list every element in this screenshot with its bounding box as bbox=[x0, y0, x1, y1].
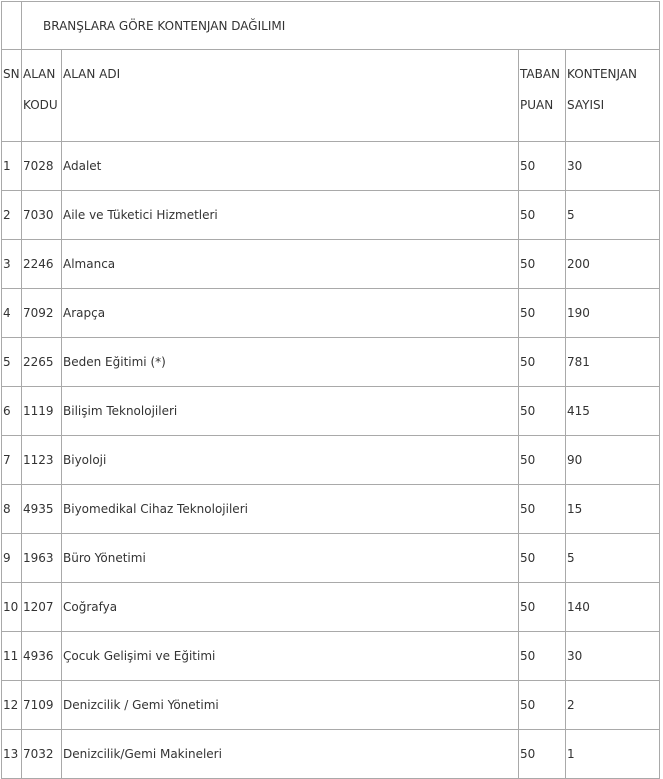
alan-adi-cell: Arapça bbox=[62, 289, 519, 338]
sn-cell: 7 bbox=[2, 436, 22, 485]
taban-puan-cell: 50 bbox=[519, 289, 566, 338]
table-title: BRANŞLARA GÖRE KONTENJAN DAĞILIMI bbox=[22, 2, 660, 50]
alan-kodu-cell: 7028 bbox=[22, 142, 62, 191]
header-kontenjan-line2: SAYISI bbox=[567, 98, 605, 112]
alan-adi-cell: Bilişim Teknolojileri bbox=[62, 387, 519, 436]
alan-kodu-cell: 1963 bbox=[22, 534, 62, 583]
taban-puan-cell: 50 bbox=[519, 142, 566, 191]
header-taban-puan bbox=[519, 50, 566, 142]
alan-kodu-cell: 2246 bbox=[22, 240, 62, 289]
alan-kodu-cell: 7092 bbox=[22, 289, 62, 338]
taban-puan-cell: 50 bbox=[519, 534, 566, 583]
table-row bbox=[2, 436, 660, 485]
alan-adi-cell: Biyomedikal Cihaz Teknolojileri bbox=[62, 485, 519, 534]
taban-puan-cell: 50 bbox=[519, 240, 566, 289]
alan-kodu-cell: 4936 bbox=[22, 632, 62, 681]
header-taban-puan-line1: TABAN bbox=[520, 67, 561, 81]
taban-puan-cell: 50 bbox=[519, 583, 566, 632]
kontenjan-cell: 90 bbox=[566, 436, 660, 485]
sn-cell: 12 bbox=[2, 681, 22, 730]
alan-kodu-cell: 7030 bbox=[22, 191, 62, 240]
header-alan-kodu-line2: KODU bbox=[23, 98, 58, 112]
kontenjan-cell: 1 bbox=[566, 730, 660, 779]
table-row bbox=[2, 142, 660, 191]
sn-cell: 9 bbox=[2, 534, 22, 583]
sn-cell: 4 bbox=[2, 289, 22, 338]
alan-adi-cell: Denizcilik/Gemi Makineleri bbox=[62, 730, 519, 779]
taban-puan-cell: 50 bbox=[519, 387, 566, 436]
sn-cell: 11 bbox=[2, 632, 22, 681]
alan-adi-cell: Aile ve Tüketici Hizmetleri bbox=[62, 191, 519, 240]
alan-adi-cell: Coğrafya bbox=[62, 583, 519, 632]
taban-puan-cell: 50 bbox=[519, 681, 566, 730]
alan-adi-cell: Denizcilik / Gemi Yönetimi bbox=[62, 681, 519, 730]
sn-cell: 10 bbox=[2, 583, 22, 632]
header-sn bbox=[2, 50, 22, 142]
header-alan-adi bbox=[62, 50, 519, 142]
alan-adi-cell: Beden Eğitimi (*) bbox=[62, 338, 519, 387]
sn-cell: 13 bbox=[2, 730, 22, 779]
kontenjan-cell: 2 bbox=[566, 681, 660, 730]
table-row bbox=[2, 681, 660, 730]
header-kontenjan bbox=[566, 50, 660, 142]
sn-cell: 2 bbox=[2, 191, 22, 240]
header-sn-label: SN bbox=[3, 67, 20, 81]
header-taban-puan-line2: PUAN bbox=[520, 98, 554, 112]
taban-puan-cell: 50 bbox=[519, 191, 566, 240]
title-row bbox=[2, 2, 660, 50]
sn-cell: 3 bbox=[2, 240, 22, 289]
kontenjan-cell: 190 bbox=[566, 289, 660, 338]
alan-adi-cell: Büro Yönetimi bbox=[62, 534, 519, 583]
kontenjan-cell: 5 bbox=[566, 191, 660, 240]
table-row bbox=[2, 583, 660, 632]
sn-cell: 8 bbox=[2, 485, 22, 534]
sn-cell: 5 bbox=[2, 338, 22, 387]
kontenjan-cell: 140 bbox=[566, 583, 660, 632]
kontenjan-cell: 5 bbox=[566, 534, 660, 583]
alan-kodu-cell: 1119 bbox=[22, 387, 62, 436]
kontenjan-cell: 30 bbox=[566, 632, 660, 681]
header-alan-kodu-line1: ALAN bbox=[23, 67, 56, 81]
table-row bbox=[2, 730, 660, 779]
sn-cell: 6 bbox=[2, 387, 22, 436]
alan-kodu-cell: 4935 bbox=[22, 485, 62, 534]
alan-adi-cell: Çocuk Gelişimi ve Eğitimi bbox=[62, 632, 519, 681]
alan-kodu-cell: 2265 bbox=[22, 338, 62, 387]
taban-puan-cell: 50 bbox=[519, 485, 566, 534]
table-row bbox=[2, 191, 660, 240]
alan-kodu-cell: 7109 bbox=[22, 681, 62, 730]
taban-puan-cell: 50 bbox=[519, 632, 566, 681]
header-kontenjan-line1: KONTENJAN bbox=[567, 67, 638, 81]
taban-puan-cell: 50 bbox=[519, 338, 566, 387]
quota-table bbox=[1, 1, 660, 779]
kontenjan-cell: 15 bbox=[566, 485, 660, 534]
title-spacer-cell bbox=[2, 2, 22, 50]
taban-puan-cell: 50 bbox=[519, 730, 566, 779]
alan-adi-cell: Adalet bbox=[62, 142, 519, 191]
alan-kodu-cell: 1207 bbox=[22, 583, 62, 632]
header-alan-kodu bbox=[22, 50, 62, 142]
table-row bbox=[2, 485, 660, 534]
table-row bbox=[2, 534, 660, 583]
header-alan-adi-label: ALAN ADI bbox=[63, 67, 121, 81]
table-row bbox=[2, 632, 660, 681]
kontenjan-cell: 781 bbox=[566, 338, 660, 387]
table-row bbox=[2, 338, 660, 387]
header-row bbox=[2, 50, 660, 142]
taban-puan-cell: 50 bbox=[519, 436, 566, 485]
table-row bbox=[2, 240, 660, 289]
kontenjan-cell: 415 bbox=[566, 387, 660, 436]
kontenjan-cell: 200 bbox=[566, 240, 660, 289]
table-row bbox=[2, 289, 660, 338]
alan-adi-cell: Almanca bbox=[62, 240, 519, 289]
alan-kodu-cell: 7032 bbox=[22, 730, 62, 779]
kontenjan-cell: 30 bbox=[566, 142, 660, 191]
alan-adi-cell: Biyoloji bbox=[62, 436, 519, 485]
table-row bbox=[2, 387, 660, 436]
sn-cell: 1 bbox=[2, 142, 22, 191]
alan-kodu-cell: 1123 bbox=[22, 436, 62, 485]
